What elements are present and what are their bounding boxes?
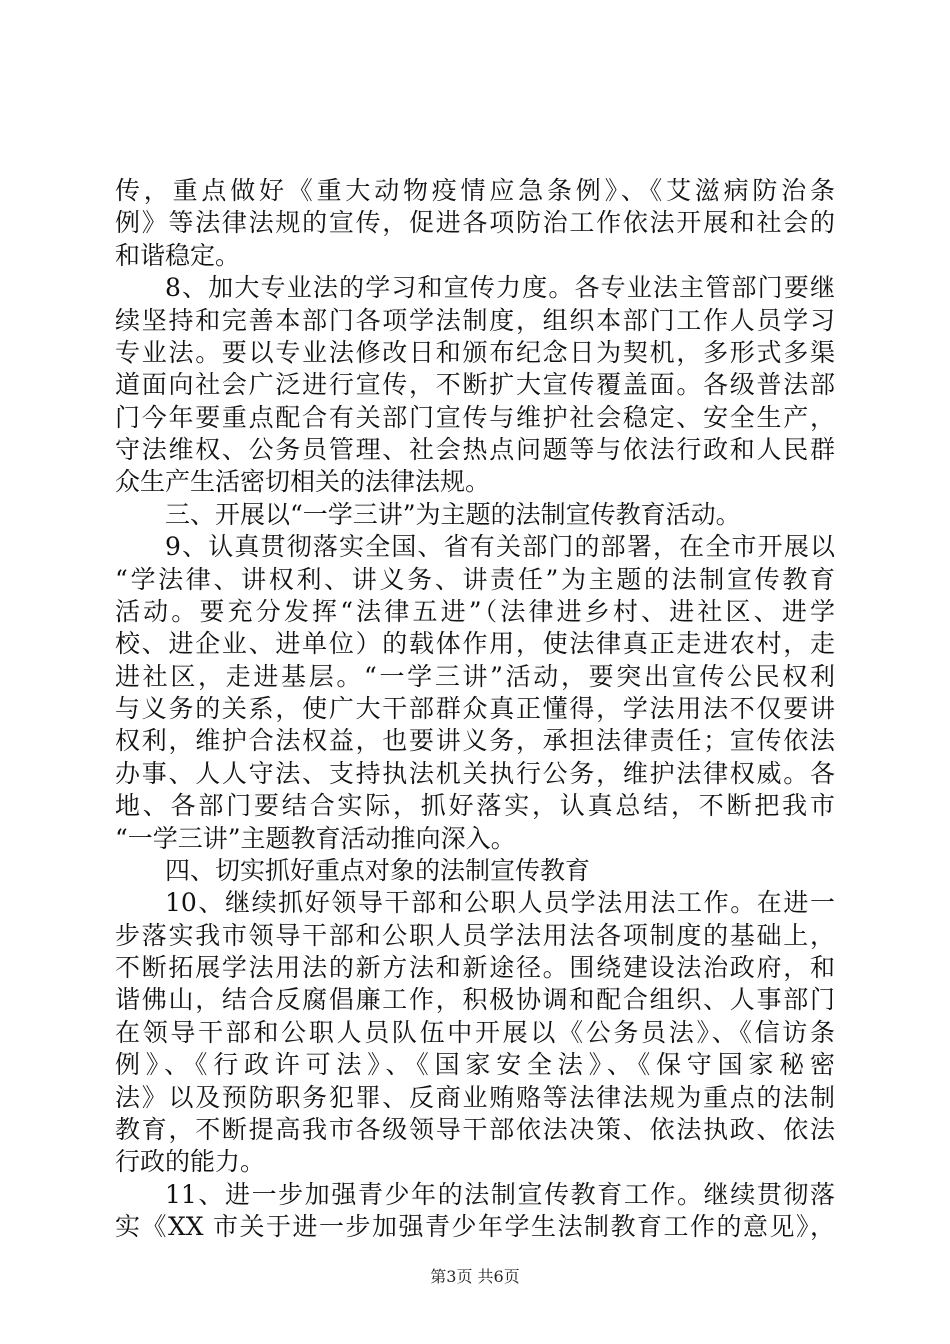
text-line: 不断拓展学法用法的新方法和新途径。围绕建设法治政府，和 (115, 953, 835, 982)
text-line: 和谐稳定。 (115, 240, 241, 270)
text-line: 守法维权、公务员管理、社会热点问题等与依法行政和人民群 (115, 435, 835, 464)
text-line: 例》等法律法规的宣传，促进各项防治工作依法开展和社会的 (115, 208, 835, 238)
text-line: 谐佛山，结合反腐倡廉工作，积极协调和配合组织、人事部门 (115, 985, 835, 1015)
text-line: 实《XX 市关于进一步加强青少年学生法制教育工作的意见》， (115, 1212, 835, 1241)
text-line: 地、各部门要结合实际，抓好落实，认真总结，不断把我市 (115, 791, 835, 821)
text-line: 在领导干部和公职人员队伍中开展以《公务员法》、《信访条 (115, 1017, 835, 1047)
text-line: 续坚持和完善本部门各项学法制度，组织本部门工作人员学习 (115, 305, 835, 335)
paragraph-start-line: 9、认真贯彻落实全国、省有关部门的部署，在全市开展以 (165, 532, 835, 562)
text-line: 传，重点做好《重大动物疫情应急条例》、《艾滋病防治条 (115, 176, 835, 205)
text-line: 进社区，走进基层。“一学三讲”活动，要突出宣传公民权利 (115, 661, 835, 691)
text-line: 教育，不断提高我市各级领导干部依法决策、依法执政、依法 (115, 1114, 835, 1144)
text-line: 与义务的关系，使广大干部群众真正懂得，学法用法不仅要讲 (115, 694, 835, 723)
section-heading: 三、开展以“一学三讲”为主题的法制宣传教育活动。 (165, 499, 741, 529)
text-line: 办事、人人守法、支持执法机关执行公务，维护法律权威。各 (115, 758, 835, 788)
paragraph-start-line: 10、继续抓好领导干部和公职人员学法用法工作。在进一 (165, 888, 835, 918)
section-heading: 四、切实抓好重点对象的法制宣传教育 (165, 855, 591, 885)
text-line: 权利，维护合法权益，也要讲义务，承担法律责任；宣传依法 (115, 726, 835, 756)
text-line: 活动。要充分发挥“法律五进”（法律进乡村、进社区、进学 (115, 596, 835, 626)
text-line: 众生产生活密切相关的法律法规。 (115, 467, 491, 497)
paragraph-start-line: 11、进一步加强青少年的法制宣传教育工作。继续贯彻落 (165, 1179, 835, 1209)
text-line: “一学三讲”主题教育活动推向深入。 (115, 823, 516, 853)
page-number-footer: 第3页 共6页 (430, 1267, 520, 1286)
text-line: 例》、《行政许可法》、《国家安全法》、《保守国家秘密 (115, 1050, 835, 1080)
text-line: 步落实我市领导干部和公职人员学法用法各项制度的基础上， (115, 920, 835, 950)
text-line: 法》以及预防职务犯罪、反商业贿赂等法律法规为重点的法制 (115, 1082, 835, 1112)
text-line: “学法律、讲权利、讲义务、讲责任”为主题的法制宣传教育 (115, 564, 835, 594)
text-line: 校、进企业、进单位）的载体作用，使法律真正走进农村，走 (115, 629, 835, 659)
text-line: 专业法。要以专业法修改日和颁布纪念日为契机，多形式多渠 (115, 337, 835, 367)
paragraph-start-line: 8、加大专业法的学习和宣传力度。各专业法主管部门要继 (165, 273, 835, 303)
text-line: 道面向社会广泛进行宣传，不断扩大宣传覆盖面。各级普法部 (115, 370, 835, 400)
text-line: 门今年要重点配合有关部门宣传与维护社会稳定、安全生产， (115, 402, 835, 432)
text-line: 行政的能力。 (115, 1147, 266, 1177)
